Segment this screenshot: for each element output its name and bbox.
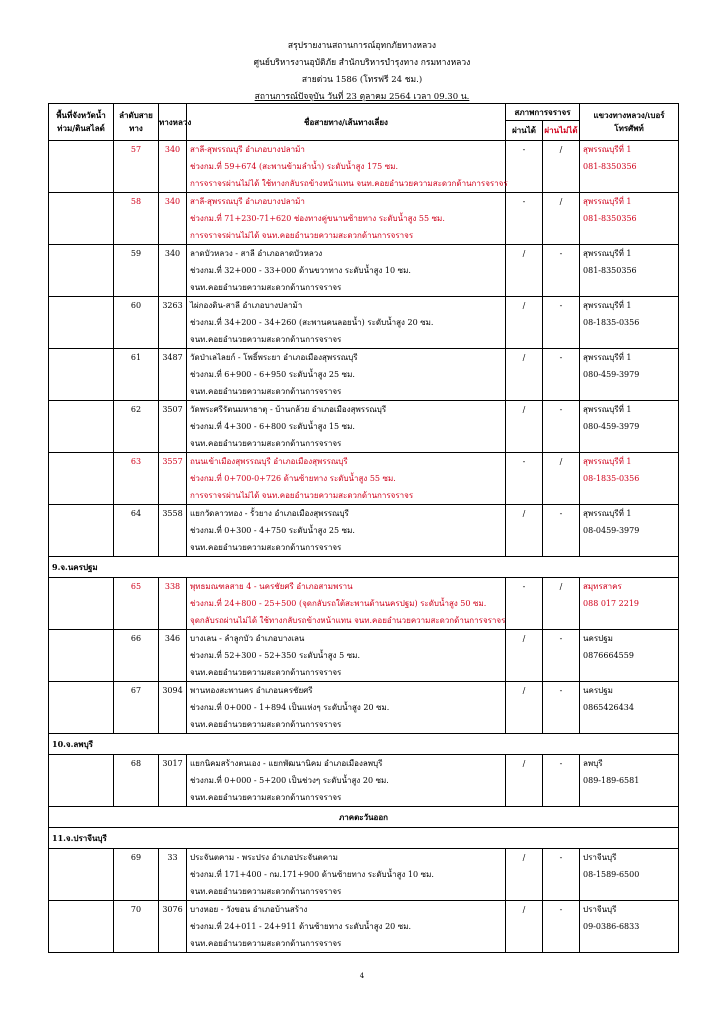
page-number: 4	[359, 972, 365, 980]
order-cell: 64	[114, 505, 159, 557]
description-line: ช่วงกม.ที่ 0+700-0+726 ด้านซ้ายทาง ระดับน้ำสูง 55 ซม.	[190, 474, 396, 483]
pass-cell: /	[506, 401, 543, 453]
contact-cell	[580, 755, 679, 807]
description-line: ช่วงกม.ที่ 0+000 - 5+200 เป็นช่วงๆ ระดับน้ำสูง 20 ซม.	[190, 776, 389, 785]
order-cell: 58	[114, 193, 159, 245]
description-cell	[187, 141, 506, 193]
header-line-2: ศูนย์บริหารงานอุบัติภัย สำนักบริหารบำรุงทาง กรมทางหลวง	[253, 58, 471, 68]
province-cell	[49, 401, 114, 453]
col-header-desc: ชื่อสายทาง/เส้นทางเลี่ยง	[187, 104, 506, 141]
table-row	[49, 682, 679, 734]
order-cell: 62	[114, 401, 159, 453]
pass-cell: /	[506, 849, 543, 901]
route-cell: 340	[159, 193, 187, 245]
province-cell	[49, 349, 114, 401]
nopass-cell: /	[543, 453, 580, 505]
phone-number: 081-8350356	[583, 266, 637, 275]
phone-number: 08-1835-0356	[583, 318, 640, 327]
pass-cell: /	[506, 505, 543, 557]
description-line: การจราจรผ่านไม่ได้ จนท.คอยอำนวยความสะดวกด้านการจราจร	[190, 491, 414, 500]
nopass-cell: -	[543, 849, 580, 901]
district-name: ปราจีนบุรี	[583, 853, 617, 862]
route-cell: 346	[159, 630, 187, 682]
phone-number: 08-1589-6500	[583, 870, 640, 879]
contact-cell	[580, 849, 679, 901]
contact-cell	[580, 297, 679, 349]
description-line: การจราจรผ่านไม่ได้ จนท.คอยอำนวยความสะดวกด้านการจราจร	[190, 231, 414, 240]
district-name: นครปฐม	[583, 634, 613, 643]
province-cell	[49, 297, 114, 349]
description-line: ช่วงกม.ที่ 24+011 - 24+911 ด้านซ้ายทาง ระดับน้ำสูง 20 ซม.	[190, 922, 412, 931]
order-cell: 63	[114, 453, 159, 505]
order-cell: 57	[114, 141, 159, 193]
phone-number: 081-8350356	[583, 214, 637, 223]
nopass-cell: -	[543, 349, 580, 401]
description-line: วัดพระศรีรัตนมหาธาตุ - บ้านกล้วย อำเภอเมืองสุพรรณบุรี	[190, 405, 387, 414]
description-line: ประจันตคาม - พระปรง อำเภอประจันตคาม	[190, 853, 338, 862]
description-line: พานทองสะพานคร อำเภอนครชัยศรี	[190, 686, 313, 695]
description-line: บางหอย - วังขอน อำเภอบ้านสร้าง	[190, 905, 308, 914]
description-cell	[187, 453, 506, 505]
col-header-pass: ผ่านได้	[506, 121, 543, 141]
province-section-label: 10.จ.ลพบุรี	[49, 734, 679, 755]
province-cell	[49, 453, 114, 505]
province-cell	[49, 755, 114, 807]
description-cell	[187, 630, 506, 682]
nopass-cell: /	[543, 193, 580, 245]
province-cell	[49, 682, 114, 734]
pass-cell: /	[506, 755, 543, 807]
description-line: จุดกลับรถผ่านไม่ได้ ใช้ทางกลับรถข้างหน้าแทน จนท.คอยอำนวยความสะดวกด้านการจราจร	[190, 616, 506, 625]
description-line: ช่วงกม.ที่ 59+674 (สะพานข้ามลำน้ำ) ระดับน้ำสูง 175 ซม.	[190, 162, 399, 171]
order-cell: 65	[114, 578, 159, 630]
contact-cell	[580, 401, 679, 453]
region-row	[49, 807, 679, 828]
order-cell: 69	[114, 849, 159, 901]
description-cell	[187, 401, 506, 453]
description-line: จนท.คอยอำนวยความสะดวกด้านการจราจร	[190, 887, 342, 896]
description-line: ช่วงกม.ที่ 32+000 - 33+000 ด้านขวาทาง ระดับน้ำสูง 10 ซม.	[190, 266, 411, 275]
district-name: สุพรรณบุรีที่ 1	[583, 249, 632, 258]
col-header-order: ลำดับสายทาง	[114, 104, 159, 141]
pass-cell: -	[506, 453, 543, 505]
nopass-cell: -	[543, 630, 580, 682]
table-body	[49, 141, 679, 953]
district-name: สุพรรณบุรีที่ 1	[583, 197, 632, 206]
route-cell: 3507	[159, 401, 187, 453]
header-line-3: สายด่วน 1586 (โทรฟรี 24 ชม.)	[301, 75, 423, 85]
district-name: สมุทรสาคร	[583, 582, 622, 591]
table-row	[49, 245, 679, 297]
order-cell: 70	[114, 901, 159, 953]
district-name: สุพรรณบุรีที่ 1	[583, 457, 632, 466]
col-header-status: สภาพการจราจร	[506, 104, 580, 121]
district-name: สุพรรณบุรีที่ 1	[583, 405, 632, 414]
description-cell	[187, 505, 506, 557]
table-row	[49, 401, 679, 453]
pass-cell: /	[506, 297, 543, 349]
route-cell: 3263	[159, 297, 187, 349]
contact-cell	[580, 630, 679, 682]
district-name: สุพรรณบุรีที่ 1	[583, 301, 632, 310]
table-row	[49, 297, 679, 349]
province-cell	[49, 193, 114, 245]
description-line: จนท.คอยอำนวยความสะดวกด้านการจราจร	[190, 668, 342, 677]
route-cell: 340	[159, 141, 187, 193]
table-row	[49, 901, 679, 953]
contact-cell	[580, 141, 679, 193]
description-line: วัดป่าเลไลยก์ - โพธิ์พระยา อำเภอเมืองสุพรรณบุรี	[190, 353, 358, 362]
contact-cell	[580, 245, 679, 297]
contact-cell	[580, 901, 679, 953]
description-cell	[187, 193, 506, 245]
pass-cell: -	[506, 141, 543, 193]
description-cell	[187, 349, 506, 401]
table-row	[49, 349, 679, 401]
nopass-cell: /	[543, 141, 580, 193]
contact-cell	[580, 505, 679, 557]
order-cell: 59	[114, 245, 159, 297]
description-cell	[187, 297, 506, 349]
phone-number: 088 017 2219	[583, 599, 639, 608]
district-name: สุพรรณบุรีที่ 1	[583, 353, 632, 362]
phone-number: 081-8350356	[583, 162, 637, 171]
description-line: ช่วงกม.ที่ 4+300 - 6+800 ระดับน้ำสูง 15 ซม.	[190, 422, 355, 431]
nopass-cell: /	[543, 578, 580, 630]
description-line: จนท.คอยอำนวยความสะดวกด้านการจราจร	[190, 793, 342, 802]
contact-cell	[580, 349, 679, 401]
province-section-row	[49, 734, 679, 755]
route-cell: 3076	[159, 901, 187, 953]
description-line: จนท.คอยอำนวยความสะดวกด้านการจราจร	[190, 387, 342, 396]
province-section-label: 11.จ.ปราจีนบุรี	[49, 828, 679, 849]
order-cell: 61	[114, 349, 159, 401]
nopass-cell: -	[543, 505, 580, 557]
description-line: จนท.คอยอำนวยความสะดวกด้านการจราจร	[190, 939, 342, 948]
table-row	[49, 849, 679, 901]
description-line: ช่วงกม.ที่ 0+000 - 1+894 เป็นแห่งๆ ระดับน้ำสูง 20 ซม.	[190, 703, 390, 712]
col-header-contact: แขวงทางหลวง/เบอร์โทรศัพท์	[580, 104, 679, 141]
description-cell	[187, 578, 506, 630]
description-cell	[187, 849, 506, 901]
table-row	[49, 193, 679, 245]
province-cell	[49, 901, 114, 953]
province-section-row	[49, 828, 679, 849]
province-cell	[49, 505, 114, 557]
nopass-cell: -	[543, 297, 580, 349]
table-row	[49, 755, 679, 807]
description-line: แยกวัดลาวทอง - รั้วยาง อำเภอเมืองสุพรรณบุรี	[190, 509, 349, 518]
description-cell	[187, 901, 506, 953]
phone-number: 08-0459-3979	[583, 526, 640, 535]
nopass-cell: -	[543, 901, 580, 953]
pass-cell: -	[506, 193, 543, 245]
description-line: ช่วงกม.ที่ 52+300 - 52+350 ระดับน้ำสูง 5 ซม.	[190, 651, 360, 660]
description-line: ช่วงกม.ที่ 171+400 - กม.171+900 ด้านซ้ายทาง ระดับน้ำสูง 10 ซม.	[190, 870, 434, 879]
province-cell	[49, 141, 114, 193]
description-line: ลาดบัวหลวง - สาลี อำเภอลาดบัวหลวง	[190, 249, 323, 258]
route-cell: 3487	[159, 349, 187, 401]
table-row	[49, 141, 679, 193]
table-row	[49, 453, 679, 505]
report-header	[0, 38, 724, 106]
phone-number: 0865426434	[583, 703, 634, 712]
description-cell	[187, 682, 506, 734]
col-header-route: ทางหลวง	[159, 104, 187, 141]
district-name: สุพรรณบุรีที่ 1	[583, 509, 632, 518]
province-section-label: 9.จ.นครปฐม	[49, 557, 679, 578]
table-row	[49, 505, 679, 557]
nopass-cell: -	[543, 401, 580, 453]
pass-cell: /	[506, 630, 543, 682]
phone-number: 0876664559	[583, 651, 634, 660]
description-line: แยกนิคมสร้างตนเอง - แยกพัฒนานิคม อำเภอเมืองลพบุรี	[190, 759, 383, 768]
phone-number: 080-459-3979	[583, 370, 640, 379]
pass-cell: -	[506, 578, 543, 630]
province-cell	[49, 245, 114, 297]
province-cell	[49, 578, 114, 630]
flood-status-table	[48, 103, 679, 953]
order-cell: 68	[114, 755, 159, 807]
nopass-cell: -	[543, 245, 580, 297]
description-line: บางเลน - ลำลูกบัว อำเภอบางเลน	[190, 634, 305, 643]
pass-cell: /	[506, 245, 543, 297]
nopass-cell: -	[543, 755, 580, 807]
district-name: ลพบุรี	[583, 759, 603, 768]
description-line: ช่วงกม.ที่ 71+230-71+620 ช่องทางคู่ขนานซ้ายทาง ระดับน้ำสูง 55 ซม.	[190, 214, 445, 223]
contact-cell	[580, 453, 679, 505]
phone-number: 09-0386-6833	[583, 922, 640, 931]
pass-cell: /	[506, 349, 543, 401]
phone-number: 08-1835-0356	[583, 474, 640, 483]
route-cell: 338	[159, 578, 187, 630]
contact-cell	[580, 578, 679, 630]
phone-number: 080-459-3979	[583, 422, 640, 431]
description-cell	[187, 755, 506, 807]
table-row	[49, 578, 679, 630]
description-line: การจราจรผ่านไม่ได้ ใช้ทางกลับรถข้างหน้าแทน จนท.คอยอำนวยความสะดวกด้านการจราจร	[190, 179, 508, 188]
route-cell: 3094	[159, 682, 187, 734]
order-cell: 67	[114, 682, 159, 734]
description-line: สาลี-สุพรรณบุรี อำเภอบางปลาม้า	[190, 197, 305, 206]
description-line: พุทธมณฑลสาย 4 - นครชัยศรี อำเภอสามพราน	[190, 582, 353, 591]
col-header-province: พื้นที่จังหวัดน้ำท่วม/ดินสไลด์	[49, 104, 114, 141]
description-line: จนท.คอยอำนวยความสะดวกด้านการจราจร	[190, 335, 342, 344]
header-line-4: สถานการณ์ปัจจุบัน วันที่ 23 ตุลาคม 2564 เวลา 09.30 น.	[254, 92, 470, 102]
route-cell: 340	[159, 245, 187, 297]
district-name: สุพรรณบุรีที่ 1	[583, 145, 632, 154]
district-name: นครปฐม	[583, 686, 613, 695]
route-cell: 3557	[159, 453, 187, 505]
description-line: ช่วงกม.ที่ 34+200 - 34+260 (สะพานคนลอยน้ำ) ระดับน้ำสูง 20 ซม.	[190, 318, 434, 327]
pass-cell: /	[506, 901, 543, 953]
order-cell: 60	[114, 297, 159, 349]
description-cell	[187, 245, 506, 297]
order-cell: 66	[114, 630, 159, 682]
route-cell: 3017	[159, 755, 187, 807]
description-line: ถนนเข้าเมืองสุพรรณบุรี อำเภอเมืองสุพรรณบุรี	[190, 457, 348, 466]
description-line: จนท.คอยอำนวยความสะดวกด้านการจราจร	[190, 283, 342, 292]
district-name: ปราจีนบุรี	[583, 905, 617, 914]
route-cell: 33	[159, 849, 187, 901]
header-line-1: สรุปรายงานสถานการณ์อุทกภัยทางหลวง	[287, 41, 437, 51]
col-header-nopass: ผ่านไม่ได้	[543, 121, 580, 141]
description-line: สาลี-สุพรรณบุรี อำเภอบางปลาม้า	[190, 145, 305, 154]
route-cell: 3558	[159, 505, 187, 557]
description-line: จนท.คอยอำนวยความสะดวกด้านการจราจร	[190, 543, 342, 552]
description-line: จนท.คอยอำนวยความสะดวกด้านการจราจร	[190, 720, 342, 729]
contact-cell	[580, 682, 679, 734]
description-line: ช่วงกม.ที่ 6+900 - 6+950 ระดับน้ำสูง 25 ซม.	[190, 370, 355, 379]
province-section-row	[49, 557, 679, 578]
pass-cell: /	[506, 682, 543, 734]
description-line: ช่วงกม.ที่ 0+300 - 4+750 ระดับน้ำสูง 25 ซม.	[190, 526, 355, 535]
province-cell	[49, 849, 114, 901]
nopass-cell: -	[543, 682, 580, 734]
table-row	[49, 630, 679, 682]
region-label: ภาคตะวันออก	[49, 807, 679, 828]
province-cell	[49, 630, 114, 682]
phone-number: 089-189-6581	[583, 776, 640, 785]
contact-cell	[580, 193, 679, 245]
description-line: ไผ่กองดิน-สาลี อำเภอบางปลาม้า	[190, 301, 303, 310]
description-line: จนท.คอยอำนวยความสะดวกด้านการจราจร	[190, 439, 342, 448]
description-line: ช่วงกม.ที่ 24+800 - 25+500 (จุดกลับรถใต้สะพานด้านนครปฐม) ระดับน้ำสูง 50 ซม.	[190, 599, 487, 608]
